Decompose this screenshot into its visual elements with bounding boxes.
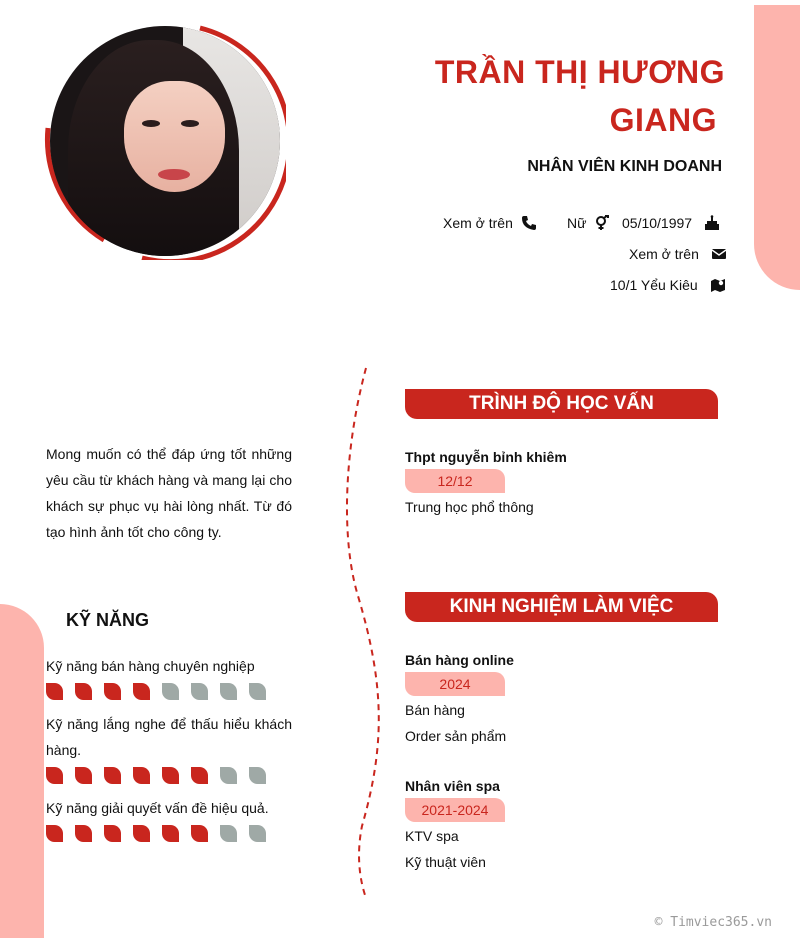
rating-leaf-icon	[46, 683, 63, 700]
job-title: Bán hàng online	[405, 652, 514, 668]
contact-address	[610, 277, 726, 293]
skill-label: Kỹ năng bán hàng chuyên nghiệp	[46, 658, 255, 674]
contact-birthday	[622, 215, 720, 231]
school-name: Thpt nguyễn bỉnh khiêm	[405, 449, 567, 465]
job-position: NHÂN VIÊN KINH DOANH	[527, 158, 722, 175]
job-period: 2021-2024	[405, 798, 505, 822]
address-value: 10/1 Yểu Kiêu	[610, 277, 698, 293]
rating-leaf-icon	[249, 825, 266, 842]
rating-leaf-icon	[249, 767, 266, 784]
rating-leaf-icon	[191, 683, 208, 700]
contact-email	[629, 246, 727, 262]
skill-label: Kỹ năng giải quyết vấn đề hiệu quả.	[46, 800, 269, 816]
skills-title: KỸ NĂNG	[66, 610, 150, 630]
rating-leaf-icon	[133, 683, 150, 700]
job-detail: Order sản phẩm	[405, 728, 507, 744]
education-period: 12/12	[405, 469, 505, 493]
skill-rating	[46, 767, 266, 784]
job-detail: KTV spa	[405, 828, 459, 844]
cake-icon	[704, 215, 720, 231]
rating-leaf-icon	[46, 825, 63, 842]
career-objective: Mong muốn có thể đáp ứng tốt những yêu cầu từ khách hàng và mang lại cho khách sự phục vụ hài lòng nhất. Từ đó tạo hình ảnh tốt cho công ty.	[46, 446, 292, 540]
rating-leaf-icon	[220, 683, 237, 700]
rating-leaf-icon	[191, 767, 208, 784]
rating-leaf-icon	[75, 767, 92, 784]
skill-label: Kỹ năng lắng nghe để thấu hiểu khách hàng.	[46, 716, 292, 758]
corner-decoration-top-right	[754, 5, 800, 290]
rating-leaf-icon	[162, 825, 179, 842]
phone-value: Xem ở trên	[443, 215, 513, 231]
birthday-value: 05/10/1997	[622, 215, 693, 231]
map-icon	[710, 277, 726, 293]
skill-rating	[46, 683, 266, 700]
mail-icon	[711, 246, 727, 262]
section-divider	[340, 366, 380, 900]
rating-leaf-icon	[249, 683, 266, 700]
rating-leaf-icon	[104, 825, 121, 842]
rating-leaf-icon	[133, 767, 150, 784]
job-period: 2024	[405, 672, 505, 696]
job-detail: Bán hàng	[405, 702, 465, 718]
rating-leaf-icon	[220, 825, 237, 842]
skill-rating	[46, 825, 266, 842]
rating-leaf-icon	[104, 683, 121, 700]
rating-leaf-icon	[104, 767, 121, 784]
rating-leaf-icon	[46, 767, 63, 784]
footer-watermark: © Timviec365.vn	[654, 915, 772, 930]
rating-leaf-icon	[162, 767, 179, 784]
phone-icon	[521, 215, 537, 231]
education-header: TRÌNH ĐỘ HỌC VẤN	[405, 389, 718, 419]
gender-value: Nữ	[567, 215, 587, 231]
candidate-name	[365, 48, 725, 144]
email-value: Xem ở trên	[629, 246, 699, 262]
job-detail: Kỹ thuật viên	[405, 854, 486, 870]
contact-phone	[443, 215, 537, 231]
rating-leaf-icon	[220, 767, 237, 784]
rating-leaf-icon	[191, 825, 208, 842]
education-detail: Trung học phổ thông	[405, 499, 534, 515]
contact-gender	[567, 215, 610, 231]
avatar	[44, 24, 286, 260]
rating-leaf-icon	[133, 825, 150, 842]
rating-leaf-icon	[75, 825, 92, 842]
gender-icon	[594, 215, 610, 231]
profile-photo	[50, 26, 280, 256]
name-line-2: GIANG	[609, 102, 717, 138]
job-title: Nhân viên spa	[405, 778, 500, 794]
rating-leaf-icon	[162, 683, 179, 700]
corner-decoration-bottom-left	[0, 604, 44, 938]
rating-leaf-icon	[75, 683, 92, 700]
experience-header: KINH NGHIỆM LÀM VIỆC	[405, 592, 718, 622]
name-line-1: TRẦN THỊ HƯƠNG	[434, 54, 725, 90]
